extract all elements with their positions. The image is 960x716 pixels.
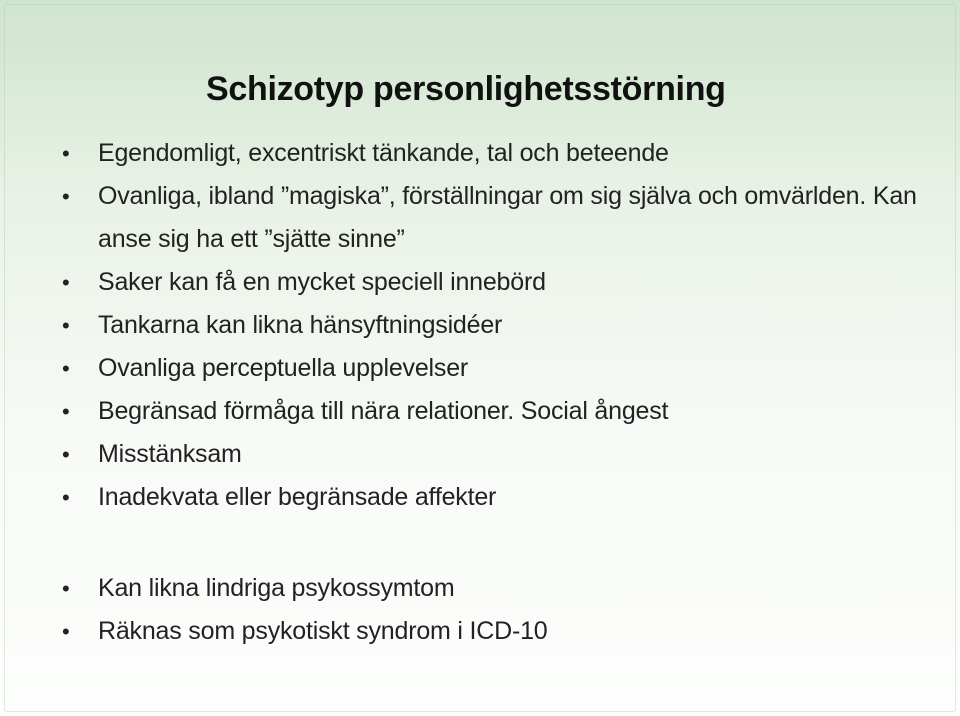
bullet-dot-icon: • (62, 141, 70, 166)
bullet-dot-icon: • (62, 184, 70, 209)
bullet-dot-icon: • (62, 356, 70, 381)
bullet-text: Ovanliga, ibland ”magiska”, förställningar om sig själva och omvärlden. Kan anse sig ha ett ”sjätte sinne” (98, 182, 917, 253)
bullet-list (60, 132, 920, 653)
bullet-text: Kan likna lindriga psykossymtom (98, 574, 455, 602)
bullet-item (60, 132, 920, 175)
bullet-text: Ovanliga perceptuella upplevelser (98, 354, 469, 382)
bullet-item (60, 610, 920, 653)
bullet-dot-icon: • (62, 576, 70, 601)
bullet-item (60, 567, 920, 610)
bullet-item (60, 476, 920, 519)
bullet-dot-icon: • (62, 270, 70, 295)
bullet-text: Egendomligt, excentriskt tänkande, tal och beteende (98, 139, 669, 167)
bullet-text: Tankarna kan likna hänsyftningsidéer (98, 311, 503, 339)
bullet-item (60, 175, 920, 261)
bullet-text: Räknas som psykotiskt syndrom i ICD-10 (98, 617, 548, 645)
slide-title: Schizotyp personlighetsstörning (206, 70, 726, 108)
bullet-item (60, 261, 920, 304)
bullet-text: Begränsad förmåga till nära relationer. Social ångest (98, 397, 669, 425)
bullet-dot-icon: • (62, 485, 70, 510)
bullet-text: Saker kan få en mycket speciell innebörd (98, 268, 546, 296)
bullet-dot-icon: • (62, 619, 70, 644)
bullet-dot-icon: • (62, 399, 70, 424)
bullet-text: Misstänksam (98, 440, 242, 468)
bullet-text: Inadekvata eller begränsade affekter (98, 483, 497, 511)
bullet-item (60, 390, 920, 433)
bullet-dot-icon: • (62, 442, 70, 467)
bullet-item (60, 433, 920, 476)
bullet-item (60, 304, 920, 347)
bullet-dot-icon: • (62, 313, 70, 338)
bullet-item (60, 347, 920, 390)
